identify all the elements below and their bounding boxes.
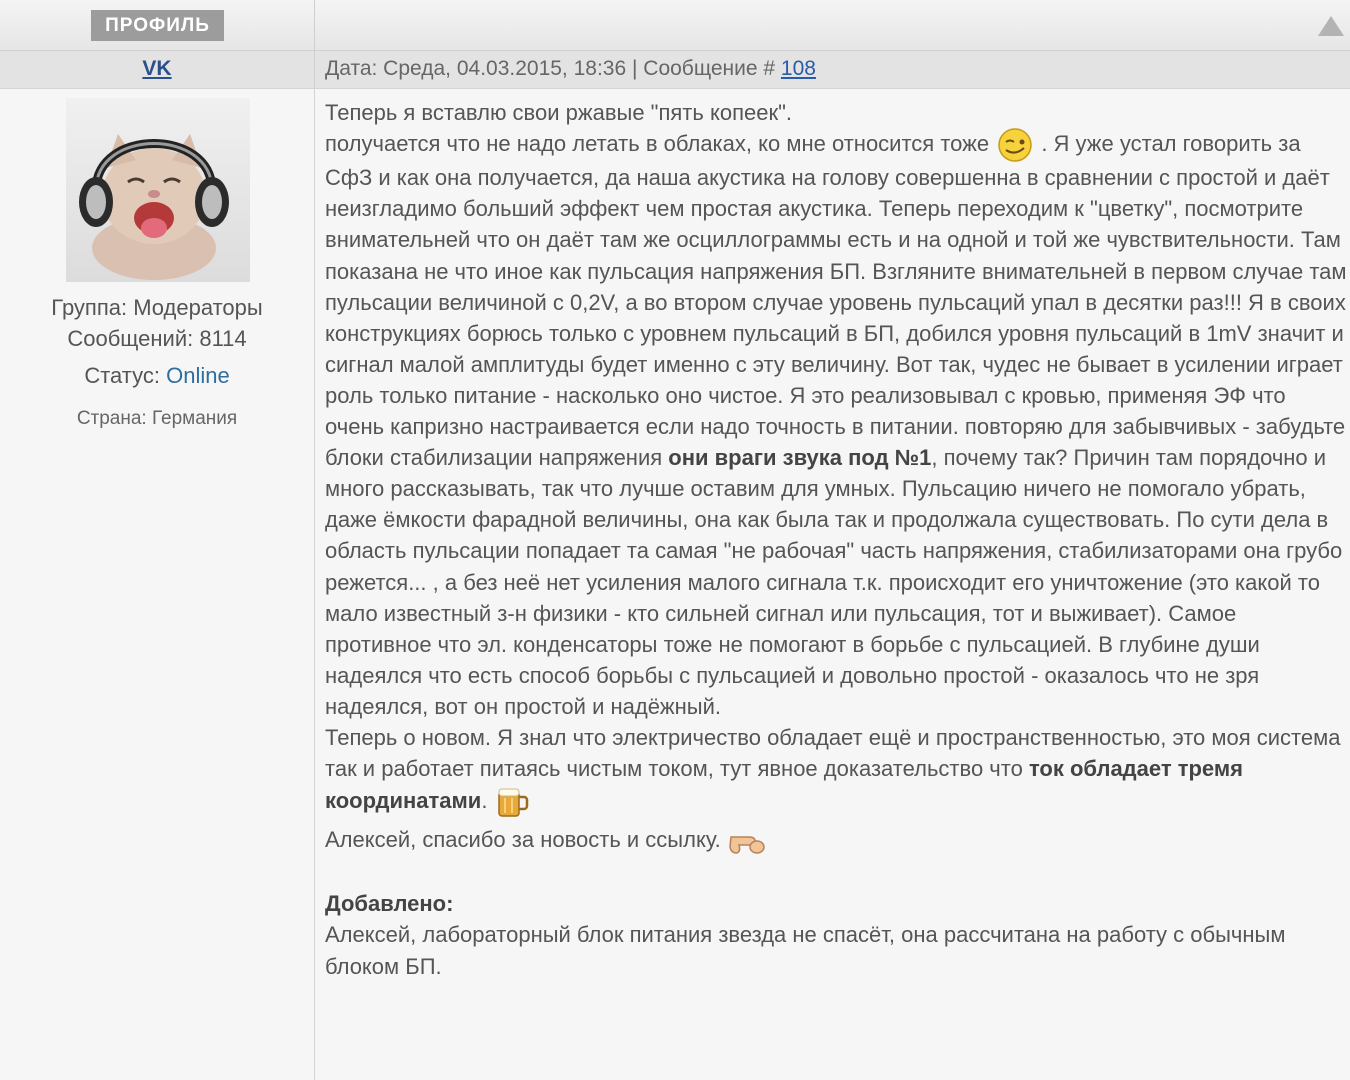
author-country: Страна: Германия <box>76 408 238 429</box>
post-text: Алексей, спасибо за новость и ссылку. <box>325 827 727 853</box>
post-toolbar <box>0 0 1350 51</box>
post-bold-text: ток обладает тремя координатами <box>325 756 1243 813</box>
added-block <box>325 919 1347 981</box>
scroll-to-top-icon[interactable] <box>1318 16 1344 36</box>
post-header <box>0 51 1350 89</box>
author-sidebar <box>0 89 315 1080</box>
avatar[interactable] <box>66 98 250 282</box>
beer-mug-icon <box>494 784 530 820</box>
post-meta <box>325 57 816 81</box>
added-title: Добавлено: <box>325 891 454 917</box>
post-text: , почему так? Причин там порядочно и много рассказывать, так что лучше оставим для умных. Пульсацию ничего не помогало убрать, даже ёмкости фарадной величины, она как была так и продолжала существовать. По сути дела в область пульсации попадает та самая "не рабочая" часть напряжения, стабилизаторами она грубо режется... , а без неё нет усиления малого сигнала т.к. происходит его уничтожение (это какой то мало известный з-н физики - кто сильней сигнал или пульсация, тот и выживает). Самое противное что эл. конденсаторы тоже не помогают в борьбе с пульсацией. В глубине души надеялся что есть способ борьбы с пульсацией и довольно простой - оказалось что не зря надеялся, вот он простой и надёжный. <box>325 445 1343 719</box>
status-online-badge: Online <box>166 363 230 388</box>
post-paragraph <box>325 128 1347 722</box>
post-date: Дата: Среда, 04.03.2015, 18:36 | Сообщение # <box>325 57 781 80</box>
post-paragraph <box>325 722 1347 820</box>
status-label: Статус: <box>84 363 167 388</box>
post-spacer <box>325 857 1347 888</box>
author-message-count: Сообщений: 8114 <box>67 326 247 351</box>
post-paragraph <box>325 824 1347 857</box>
toolbar-left-cell <box>0 0 315 50</box>
post-paragraph <box>325 97 1347 128</box>
author-group: Группа: Модераторы <box>51 295 263 320</box>
added-text: Алексей, лабораторный блок питания звезда не спасёт, она рассчитана на работу с обычным блоком БП. <box>325 922 1286 979</box>
author-status <box>0 360 314 391</box>
author-username-link[interactable]: VK <box>142 57 172 80</box>
message-number-link[interactable]: 108 <box>780 57 816 80</box>
kitten-headphones-avatar-icon <box>66 98 250 282</box>
author-cell <box>0 51 315 88</box>
pointing-hand-icon <box>727 825 767 857</box>
post-text: получается что не надо летать в облаках, ко мне относится тоже <box>325 131 996 157</box>
author-stats <box>0 292 314 434</box>
post-text: Теперь я вставлю свои ржавые "пять копеек". <box>325 100 792 125</box>
post-bold-text: они враги звука под №1 <box>668 445 932 471</box>
profile-button[interactable]: ПРОФИЛЬ <box>91 10 224 41</box>
post-body <box>325 97 1347 982</box>
post-text: . Я уже устал говорить за СфЗ и как она получается, да наша акустика на голову совершенна в сравнении с простой и даёт неизгладимо больший эффект чем простая акустика. Теперь переходим к "цветку", посмотрите внимательней что он даёт там же осциллограммы есть и на одной и той же чувствительности. Там показана не что иное как пульсация напряжения БП. Взгляните внимательней в первом случае там пульсации величиной с 0,2V, а во втором случае уровень пульсаций упал в десятки раз!!! Я в своих конструкциях борюсь только с уровнем пульсаций в БП, добился уровня пульсаций в 1mV значит и сигнал малой амплитуды будет именно с эту величину. Вот так, чудес не бывает в усилении играет роль только питание - насколько оно чистое. Я это реализовывал с кровью, применяя ЭФ что очень капризно настраивается если надо точность в питании. повторяю для забывчивых - забудьте блоки стабилизации напряжения <box>325 131 1347 471</box>
post-text: . <box>481 787 494 813</box>
post-text: Теперь о новом. Я знал что электричество обладает ещё и пространственностью, это моя система так и работает питаясь чистым током, тут явное доказательство что <box>325 724 1341 782</box>
added-block <box>325 888 1347 919</box>
wink-smiley-icon <box>995 128 1035 162</box>
